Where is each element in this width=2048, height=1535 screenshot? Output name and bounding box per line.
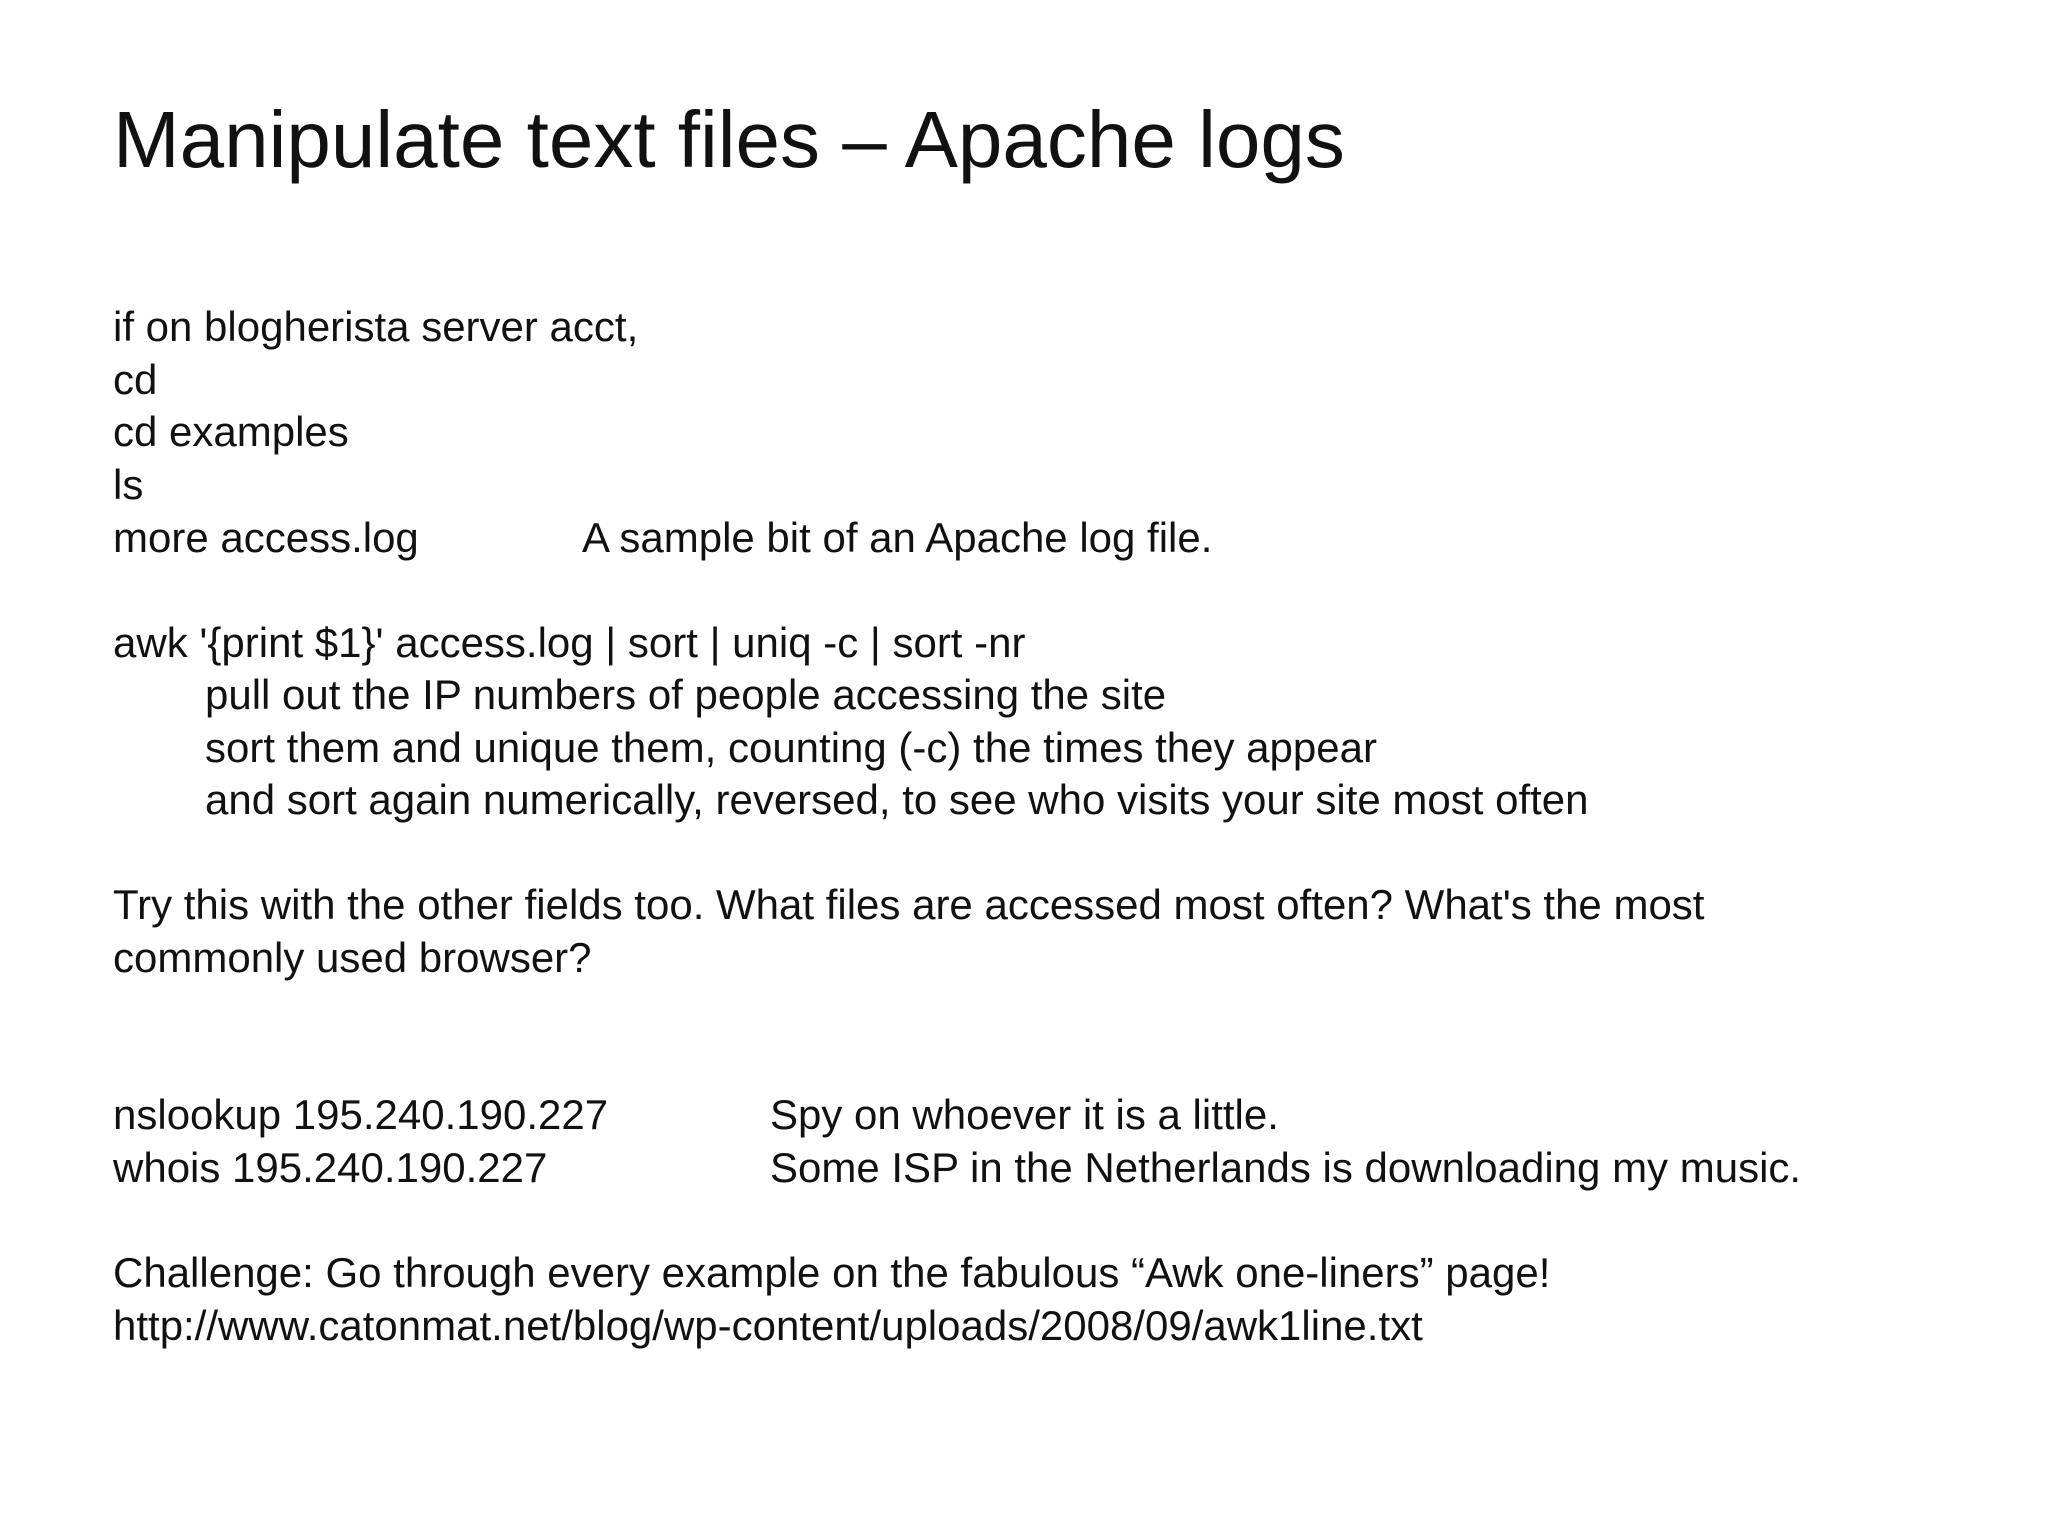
nslookup-command: nslookup 195.240.190.227 [113, 1091, 609, 1138]
try-line-1: Try this with the other fields too. What files are accessed most often? What's the most [113, 881, 1705, 928]
awk-explain-1: pull out the IP numbers of people accessing the site [205, 671, 1167, 718]
nslookup-note: Spy on whoever it is a little. [770, 1091, 1279, 1138]
awk-explain-3: and sort again numerically, reversed, to see who visits your site most often [205, 776, 1589, 823]
more-note: A sample bit of an Apache log file. [582, 514, 1213, 561]
challenge-url: http://www.catonmat.net/blog/wp-content/uploads/2008/09/awk1line.txt [113, 1302, 1423, 1349]
awk-explain-2: sort them and unique them, counting (-c) the times they appear [205, 724, 1377, 771]
challenge-text: Challenge: Go through every example on the fabulous “Awk one-liners” page! [113, 1249, 1551, 1296]
whois-note: Some ISP in the Netherlands is downloading my music. [770, 1144, 1802, 1191]
slide-title: Manipulate text files – Apache logs [113, 95, 1345, 184]
awk-command: awk '{print $1}' access.log | sort | uniq -c | sort -nr [113, 619, 1026, 666]
more-command: more access.log [113, 514, 419, 561]
setup-line-1: if on blogherista server acct, [113, 303, 639, 350]
setup-line-3: cd examples [113, 408, 349, 455]
setup-line-2: cd [113, 356, 158, 403]
whois-command: whois 195.240.190.227 [113, 1144, 548, 1191]
try-line-2: commonly used browser? [113, 934, 592, 981]
setup-line-4: ls [113, 461, 144, 508]
